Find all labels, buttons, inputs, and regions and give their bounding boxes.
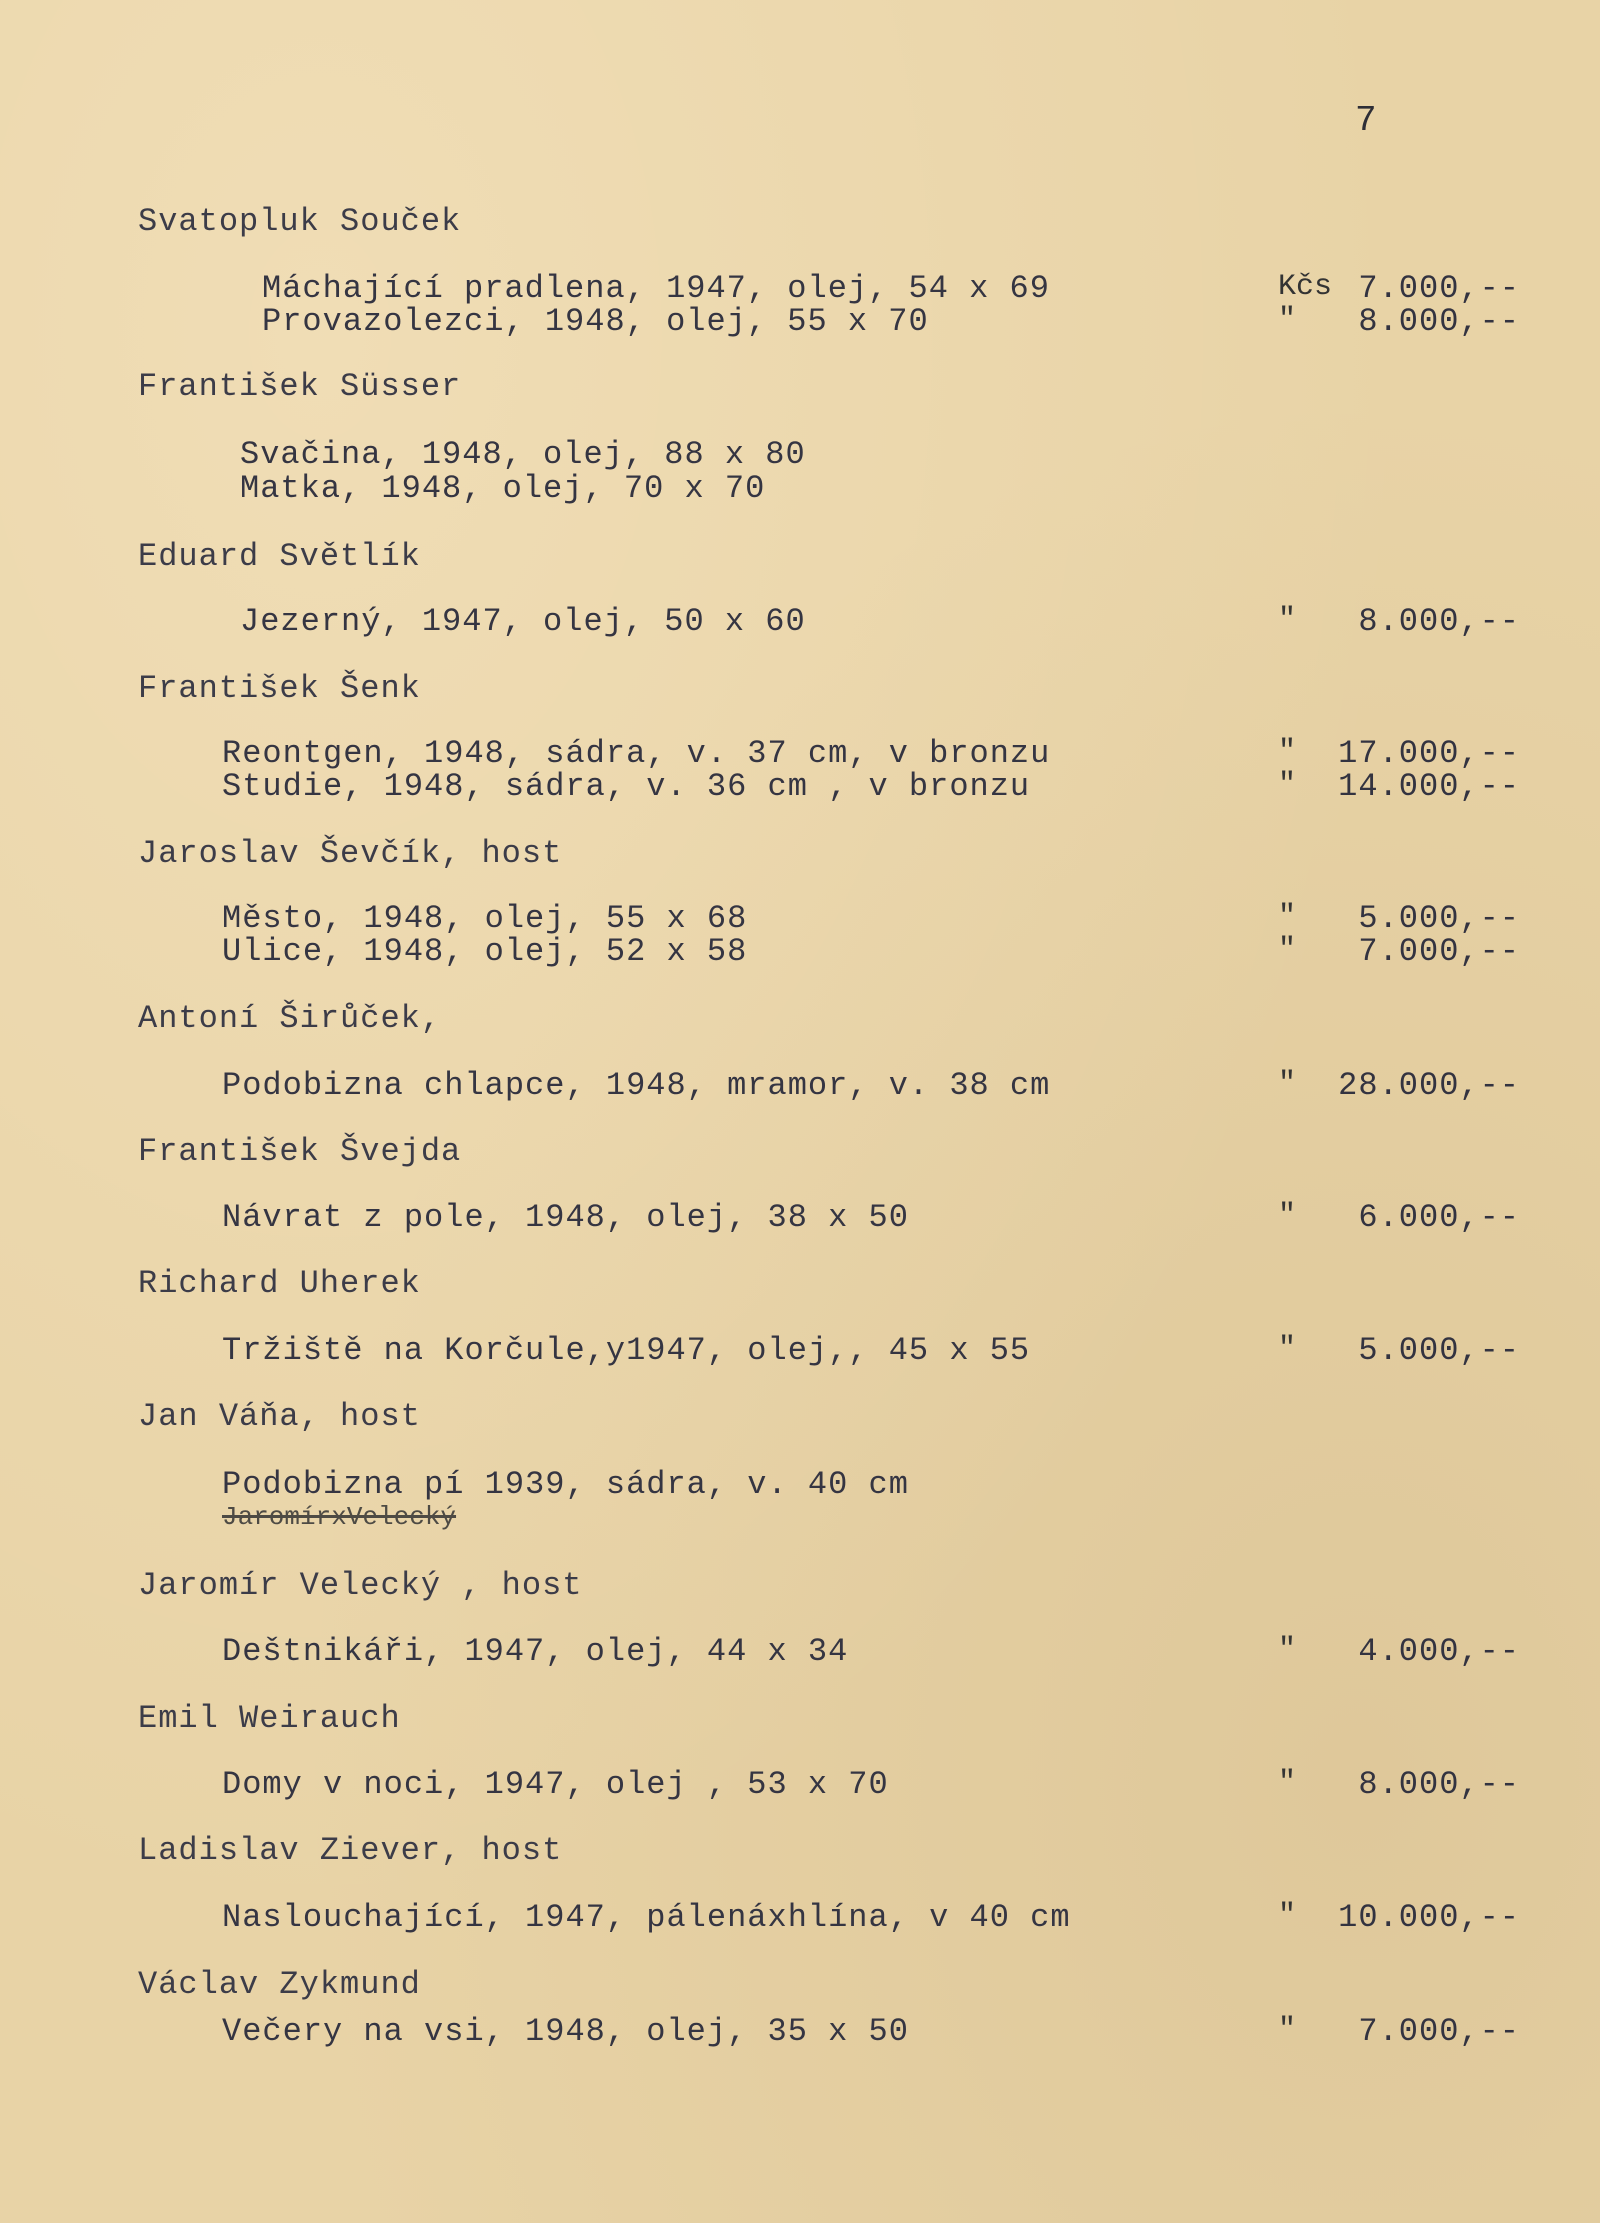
artist-name: František Švejda	[138, 1133, 462, 1170]
price: 4.000,--	[1358, 1633, 1520, 1670]
artwork-entry: Svačina, 1948, olej, 88 x 80	[240, 436, 806, 473]
struck-out-text: JaromírxVelecký	[222, 1502, 457, 1532]
artist-name: Jaroslav Ševčík, host	[138, 835, 563, 872]
artwork-entry: Ulice, 1948, olej, 52 x 58	[222, 933, 748, 970]
artwork-entry: Podobizna pí 1939, sádra, v. 40 cm	[222, 1466, 909, 1503]
artwork-entry: Studie, 1948, sádra, v. 36 cm , v bronzu	[222, 768, 1031, 805]
artwork-entry: Matka, 1948, olej, 70 x 70	[240, 470, 766, 507]
price: 7.000,--	[1358, 2013, 1520, 2050]
price: 5.000,--	[1358, 900, 1520, 937]
price: 6.000,--	[1358, 1199, 1520, 1236]
ditto-mark: "	[1278, 603, 1297, 637]
price: 10.000,--	[1338, 1899, 1520, 1936]
price: 5.000,--	[1358, 1332, 1520, 1369]
price: 28.000,--	[1338, 1067, 1520, 1104]
ditto-mark: "	[1278, 1766, 1297, 1800]
artist-name: Jaromír Velecký , host	[138, 1567, 583, 1604]
artwork-entry: Město, 1948, olej, 55 x 68	[222, 900, 748, 937]
artwork-entry: Reontgen, 1948, sádra, v. 37 cm, v bronzu	[222, 735, 1051, 772]
artwork-entry: Tržiště na Korčule,y1947, olej,, 45 x 55	[222, 1332, 1031, 1369]
ditto-mark: "	[1278, 2013, 1297, 2047]
artist-name: Václav Zykmund	[138, 1966, 421, 2003]
ditto-mark: "	[1278, 1199, 1297, 1233]
ditto-mark: "	[1278, 1899, 1297, 1933]
ditto-mark: "	[1278, 303, 1297, 337]
currency-mark: Kčs	[1278, 270, 1333, 304]
artist-name: František Šenk	[138, 670, 421, 707]
ditto-mark: "	[1278, 735, 1297, 769]
artist-name: Eduard Světlík	[138, 538, 421, 575]
artwork-entry: Deštnikáři, 1947, olej, 44 x 34	[222, 1633, 849, 1670]
artist-name: František Süsser	[138, 368, 462, 405]
artist-name: Richard Uherek	[138, 1265, 421, 1302]
artist-name: Ladislav Ziever, host	[138, 1832, 563, 1869]
artist-name: Jan Váňa, host	[138, 1398, 421, 1435]
ditto-mark: "	[1278, 1633, 1297, 1667]
page-number: 7	[1355, 100, 1377, 141]
artist-name: Emil Weirauch	[138, 1700, 401, 1737]
artwork-entry: Máchající pradlena, 1947, olej, 54 x 69	[262, 270, 1050, 307]
artwork-entry: Večery na vsi, 1948, olej, 35 x 50	[222, 2013, 909, 2050]
price: 8.000,--	[1358, 603, 1520, 640]
price: 14.000,--	[1338, 768, 1520, 805]
artwork-entry: Podobizna chlapce, 1948, mramor, v. 38 cm	[222, 1067, 1051, 1104]
ditto-mark: "	[1278, 933, 1297, 967]
ditto-mark: "	[1278, 1067, 1297, 1101]
artwork-entry: Návrat z pole, 1948, olej, 38 x 50	[222, 1199, 909, 1236]
artwork-entry: Domy v noci, 1947, olej , 53 x 70	[222, 1766, 889, 1803]
ditto-mark: "	[1278, 1332, 1297, 1366]
price: 8.000,--	[1358, 1766, 1520, 1803]
price: 7.000,--	[1358, 270, 1520, 307]
artwork-entry: Jezerný, 1947, olej, 50 x 60	[240, 603, 806, 640]
ditto-mark: "	[1278, 768, 1297, 802]
price: 7.000,--	[1358, 933, 1520, 970]
artwork-entry: Naslouchající, 1947, pálenáxhlína, v 40 cm	[222, 1899, 1071, 1936]
artist-name: Svatopluk Souček	[138, 203, 462, 240]
price: 8.000,--	[1358, 303, 1520, 340]
ditto-mark: "	[1278, 900, 1297, 934]
artwork-entry: Provazolezci, 1948, olej, 55 x 70	[262, 303, 929, 340]
price: 17.000,--	[1338, 735, 1520, 772]
artist-name: Antoní Širůček,	[138, 1000, 442, 1037]
